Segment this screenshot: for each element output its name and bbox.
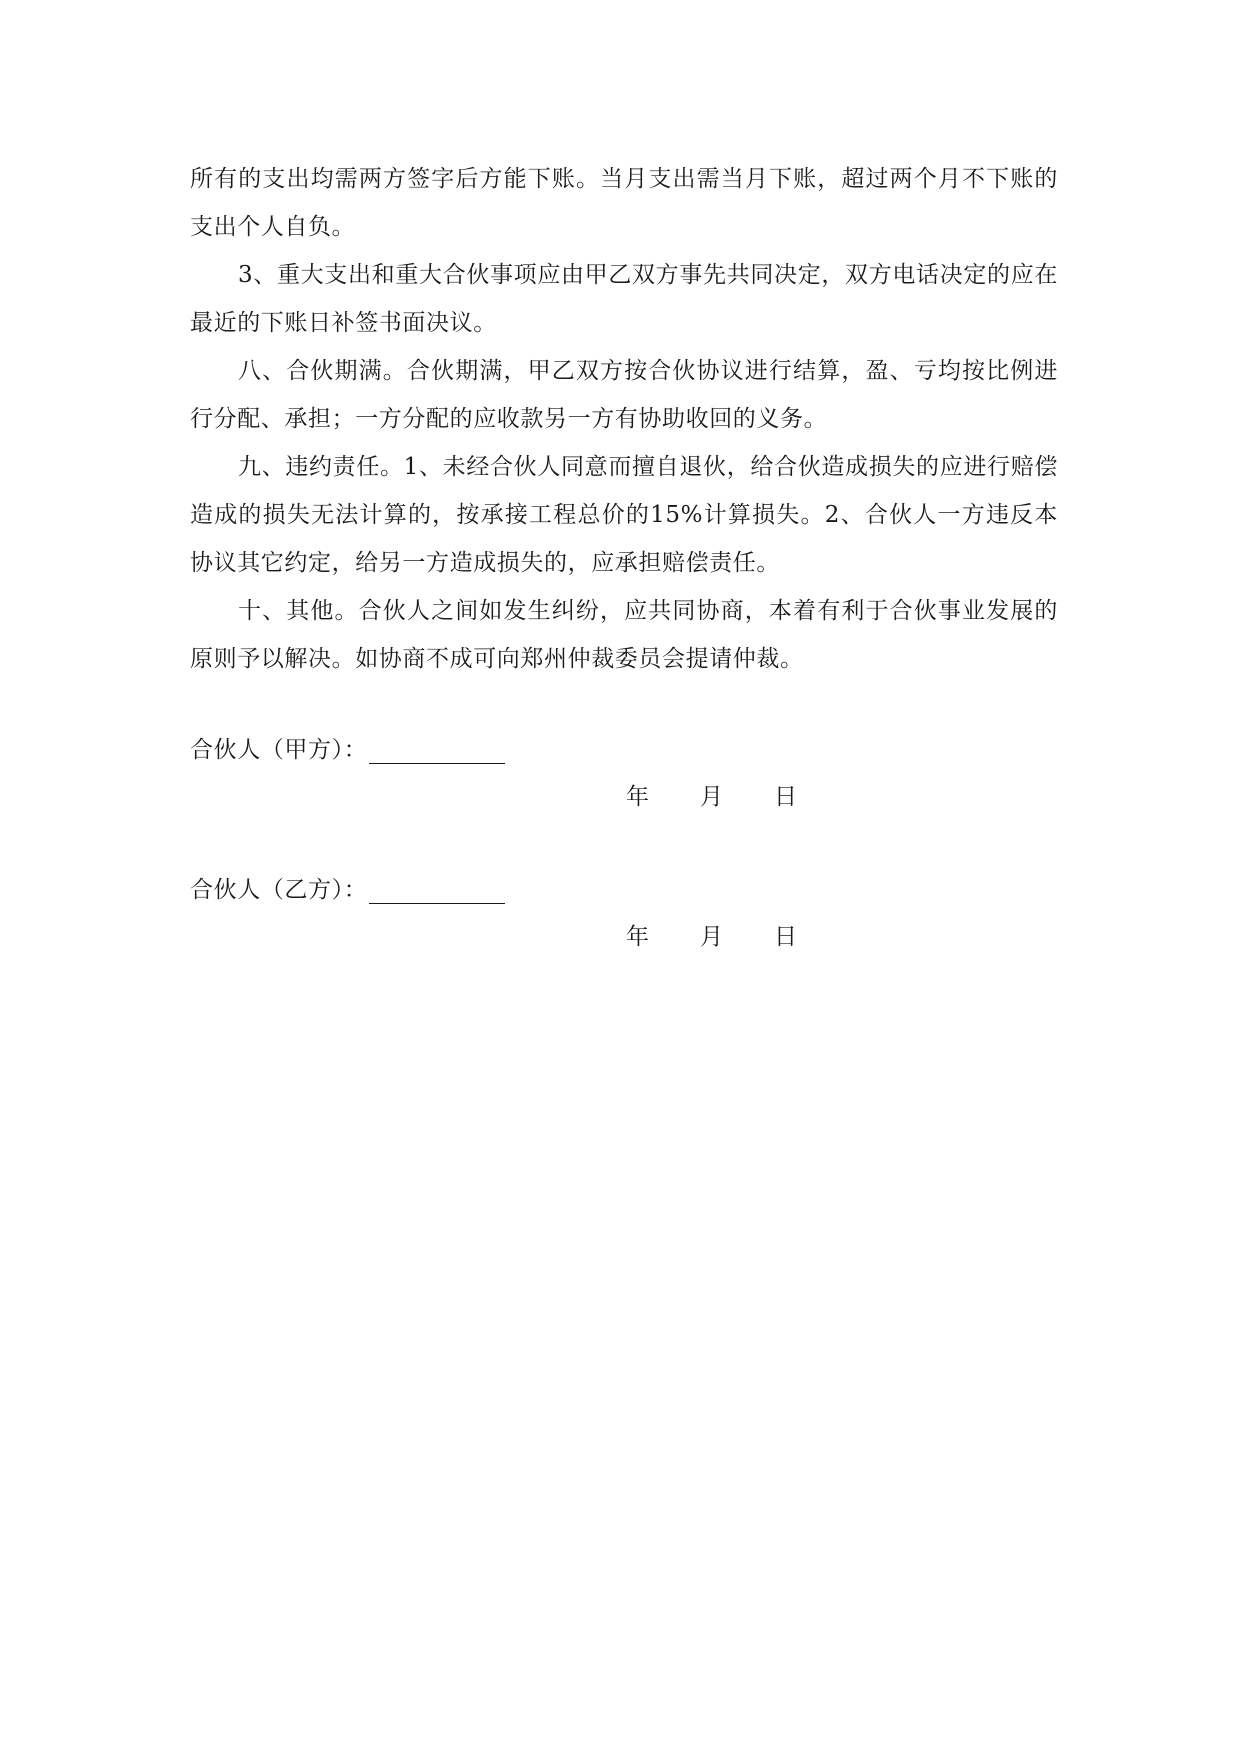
paragraph-other-provisions: 十、其他。合伙人之间如发生纠纷，应共同协商，本着有利于合伙事业发展的原则予以解决。如协商不成可向郑州仲裁委员会提请仲裁。 (190, 598, 1058, 672)
date-day-party-b: 日 (774, 924, 798, 950)
date-year-party-b: 年 (626, 924, 650, 950)
paragraph-term-expiry: 八、合伙期满。合伙期满，甲乙双方按合伙协议进行结算，盈、亏均按比例进行分配、承担；一方分配的应收款另一方有协助收回的义务。 (190, 358, 1058, 432)
signature-blank-party-b[interactable] (369, 875, 505, 904)
contract-body (190, 155, 1058, 683)
signature-block-party-b (190, 864, 1058, 952)
date-month-party-a: 月 (700, 784, 724, 810)
date-line-party-b (190, 912, 1058, 952)
signature-label-party-a: 合伙人（甲方）： (190, 737, 368, 763)
signature-line-party-b (190, 864, 1058, 904)
date-line-party-a (190, 772, 1058, 812)
signature-blank-party-a[interactable] (369, 735, 505, 764)
signature-label-party-b: 合伙人（乙方）： (190, 877, 368, 903)
date-year-party-a: 年 (626, 784, 650, 810)
signature-line-party-a (190, 724, 1058, 764)
date-month-party-b: 月 (700, 924, 724, 950)
paragraph-expense-signing: 所有的支出均需两方签字后方能下账。当月支出需当月下账，超过两个月不下账的支出个人自负。 (190, 166, 1058, 240)
paragraph-major-expenses: 3、重大支出和重大合伙事项应由甲乙双方事先共同决定，双方电话决定的应在最近的下账日补签书面决议。 (190, 262, 1058, 336)
signature-block-party-a (190, 724, 1058, 812)
paragraph-breach-liability: 九、违约责任。1、未经合伙人同意而擅自退伙，给合伙造成损失的应进行赔偿造成的损失无法计算的，按承接工程总价的15%计算损失。2、合伙人一方违反本协议其它约定，给另一方造成损失的，应承担赔偿责任。 (190, 454, 1058, 576)
date-day-party-a: 日 (774, 784, 798, 810)
